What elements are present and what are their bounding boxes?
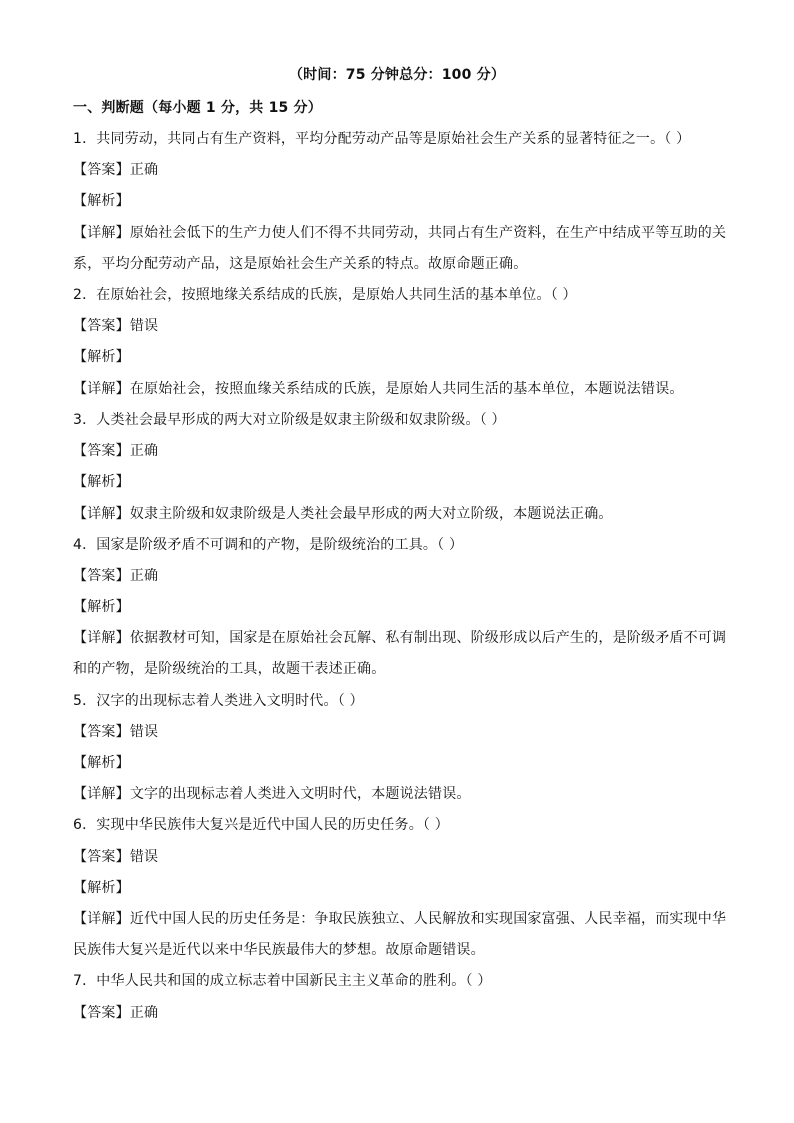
question-5-answer bbox=[73, 720, 734, 744]
detail-label: 【详解】 bbox=[73, 911, 130, 927]
detail-text: 原始社会低下的生产力使人们不得不共同劳动，共同占有生产资料，在生产中结成平等互助的关 bbox=[129, 225, 727, 241]
question-1-text: 1．共同劳动，共同占有生产资料，平均分配劳动产品等是原始社会生产关系的显著特征之一。（ ） bbox=[73, 131, 691, 147]
question-6-text: 6．实现中华民族伟大复兴是近代中国人民的历史任务。（ ） bbox=[73, 817, 449, 833]
answer-label: 【答案】 bbox=[73, 724, 130, 740]
question-3-detail-line-1 bbox=[73, 502, 734, 526]
detail-text: 依据教材可知，国家是在原始社会瓦解、私有制出现、阶级形成以后产生的，是阶级矛盾不可调 bbox=[129, 630, 727, 646]
question-4-answer bbox=[73, 564, 734, 588]
question-4-analysis-label: 【解析】 bbox=[73, 599, 130, 615]
detail-label: 【详解】 bbox=[73, 225, 130, 241]
detail-label: 【详解】 bbox=[73, 630, 130, 646]
question-1-answer bbox=[73, 158, 734, 182]
exam-time-info: （时间：75 分钟总分：100 分） bbox=[288, 67, 506, 83]
answer-value: 正确 bbox=[129, 443, 159, 459]
detail-label: 【详解】 bbox=[73, 506, 130, 522]
answer-value: 错误 bbox=[129, 318, 159, 334]
detail-text: 奴隶主阶级和奴隶阶级是人类社会最早形成的两大对立阶级，本题说法正确。 bbox=[129, 506, 613, 522]
answer-value: 正确 bbox=[129, 1005, 159, 1021]
question-4-detail-line-2: 和的产物，是阶级统治的工具，故题干表述正确。 bbox=[73, 661, 386, 677]
question-5-detail-line-1 bbox=[73, 782, 734, 806]
answer-value: 错误 bbox=[129, 724, 159, 740]
answer-value: 正确 bbox=[129, 568, 159, 584]
detail-text: 文字的出现标志着人类进入文明时代，本题说法错误。 bbox=[129, 786, 471, 802]
question-1-detail-line-2: 系，平均分配劳动产品，这是原始社会生产关系的特点。故原命题正确。 bbox=[73, 256, 528, 272]
answer-label: 【答案】 bbox=[73, 568, 130, 584]
question-6-detail-line-1 bbox=[73, 907, 734, 931]
question-4-detail-line-1 bbox=[73, 626, 734, 650]
question-6-analysis-label: 【解析】 bbox=[73, 880, 130, 896]
question-1-analysis-label: 【解析】 bbox=[73, 193, 130, 209]
question-3-text: 3．人类社会最早形成的两大对立阶级是奴隶主阶级和奴隶阶级。（ ） bbox=[73, 412, 506, 428]
answer-label: 【答案】 bbox=[73, 318, 130, 334]
question-2-answer bbox=[73, 314, 734, 338]
question-6-detail-line-2: 民族伟大复兴是近代以来中华民族最伟大的梦想。故原命题错误。 bbox=[73, 942, 485, 958]
detail-label: 【详解】 bbox=[73, 786, 130, 802]
question-7-text: 7．中华人民共和国的成立标志着中国新民主主义革命的胜利。（ ） bbox=[73, 973, 492, 989]
detail-text: 在原始社会，按照血缘关系结成的氏族，是原始人共同生活的基本单位，本题说法错误。 bbox=[129, 381, 684, 397]
question-5-analysis-label: 【解析】 bbox=[73, 755, 130, 771]
answer-label: 【答案】 bbox=[73, 1005, 130, 1021]
detail-label: 【详解】 bbox=[73, 381, 130, 397]
answer-value: 错误 bbox=[129, 849, 159, 865]
question-2-text: 2．在原始社会，按照地缘关系结成的氏族，是原始人共同生活的基本单位。（ ） bbox=[73, 287, 577, 303]
section-title: 一、判断题（每小题 1 分，共 15 分） bbox=[73, 100, 322, 116]
question-2-analysis-label: 【解析】 bbox=[73, 349, 130, 365]
question-3-answer bbox=[73, 439, 734, 463]
answer-label: 【答案】 bbox=[73, 443, 130, 459]
question-3-analysis-label: 【解析】 bbox=[73, 474, 130, 490]
question-2-detail-line-1 bbox=[73, 377, 734, 401]
answer-value: 正确 bbox=[129, 162, 159, 178]
question-6-answer bbox=[73, 845, 734, 869]
detail-text: 近代中国人民的历史任务是：争取民族独立、人民解放和实现国家富强、人民幸福，而实现中华 bbox=[129, 911, 727, 927]
answer-label: 【答案】 bbox=[73, 162, 130, 178]
question-4-text: 4．国家是阶级矛盾不可调和的产物，是阶级统治的工具。（ ） bbox=[73, 537, 464, 553]
question-7-answer bbox=[73, 1001, 734, 1025]
question-1-detail-line-1 bbox=[73, 221, 734, 245]
question-5-text: 5．汉字的出现标志着人类进入文明时代。（ ） bbox=[73, 693, 364, 709]
answer-label: 【答案】 bbox=[73, 849, 130, 865]
